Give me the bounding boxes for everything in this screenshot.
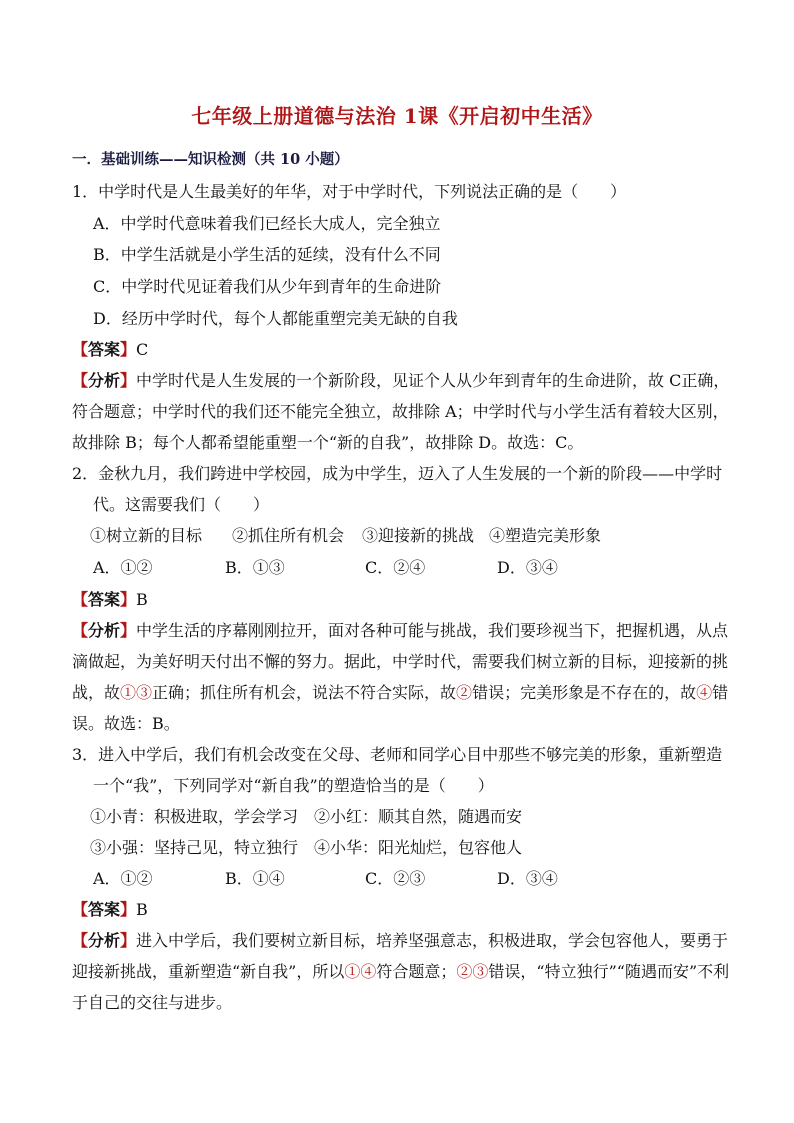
q3-analysis-2: 迎接新挑战，重新塑造“新自我”，所以①④符合题意；②③错误，“特立独行”“随遇而安”不利 bbox=[72, 962, 730, 981]
q3-answer bbox=[72, 900, 148, 920]
q3-analysis-3: 于自己的交往与进步。 bbox=[72, 993, 233, 1012]
q3-options bbox=[93, 869, 558, 889]
q2-option-d: D．③④ bbox=[497, 558, 558, 577]
q3-option-a: A．①② bbox=[93, 869, 153, 888]
q1-analysis-3: 故排除 B；每个人都希望能重塑一个“新的自我”，故排除 D。故选：C。 bbox=[72, 433, 584, 452]
section-heading: 一．基础训练——知识检测（共 10 小题） bbox=[72, 151, 349, 168]
q3-option-c: C．②③ bbox=[365, 869, 426, 888]
q3-items-line-2: ③小强：坚持己见，特立独行 ④小华：阳光灿烂，包容他人 bbox=[90, 838, 523, 857]
page-title: 七年级上册道德与法治 1课《开启初中生活》 bbox=[191, 104, 603, 128]
q3-analysis-1: 【分析】进入中学后，我们要树立新目标，培养坚强意志，积极进取，学会包容他人，要勇于 bbox=[72, 931, 729, 950]
q1-analysis-1: 【分析】中学时代是人生发展的一个新阶段，见证个人从少年到青年的生命进阶，故 C正确， bbox=[72, 371, 730, 390]
q3-stem-1: 3．进入中学后，我们有机会改变在父母、老师和同学心目中那些不够完美的形象，重新塑造 bbox=[72, 745, 723, 764]
q2-items bbox=[90, 526, 601, 546]
q2-analysis-3: 战，故①③正确；抓住所有机会，说法不符合实际，故②错误；完美形象是不存在的，故④错 bbox=[72, 683, 729, 702]
q1-option-c: C．中学时代见证着我们从少年到青年的生命进阶 bbox=[93, 277, 442, 296]
q2-option-c: C．②④ bbox=[365, 558, 426, 577]
q2-analysis-1: 【分析】中学生活的序幕刚刚拉开，面对各种可能与挑战，我们要珍视当下，把握机遇，从点 bbox=[72, 621, 729, 640]
q1-answer bbox=[72, 340, 148, 360]
answer-label: 【答案】 bbox=[72, 590, 137, 609]
q3-items-line-1: ①小青：积极进取，学会学习 ②小红：顺其自然，随遇而安 bbox=[90, 807, 523, 826]
q1-analysis-2: 符合题意；中学时代的我们还不能完全独立，故排除 A；中学时代与小学生活有着较大区别， bbox=[72, 402, 729, 421]
q1-answer-value: C bbox=[136, 340, 149, 359]
q3-answer-value: B bbox=[136, 900, 148, 919]
answer-label: 【答案】 bbox=[72, 900, 137, 919]
q1-option-d: D．经历中学时代，每个人都能重塑完美无缺的自我 bbox=[93, 309, 458, 328]
q1-stem: 1．中学时代是人生最美好的年华，对于中学时代，下列说法正确的是（ ） bbox=[72, 182, 627, 201]
q2-item-4: ④塑造完美形象 bbox=[489, 526, 602, 545]
q1-option-a: A．中学时代意味着我们已经长大成人，完全独立 bbox=[93, 214, 441, 233]
q2-option-b: B．①③ bbox=[225, 558, 285, 577]
q2-item-2: ②抓住所有机会 bbox=[232, 526, 345, 545]
q2-option-a: A．①② bbox=[93, 558, 153, 577]
q3-option-d: D．③④ bbox=[497, 869, 558, 888]
q2-stem-2: 代。这需要我们（ ） bbox=[93, 495, 270, 514]
q2-stem-1: 2．金秋九月，我们跨进中学校园，成为中学生，迈入了人生发展的一个新的阶段——中学时 bbox=[72, 464, 723, 483]
q2-answer-value: B bbox=[136, 590, 148, 609]
q2-item-3: ③迎接新的挑战 bbox=[362, 526, 475, 545]
answer-label: 【答案】 bbox=[72, 340, 137, 359]
q2-analysis-4: 误。故选：B。 bbox=[72, 714, 180, 733]
analysis-label: 【分析】 bbox=[72, 621, 137, 640]
q2-answer bbox=[72, 590, 148, 610]
q2-item-1: ①树立新的目标 bbox=[90, 526, 203, 545]
q2-options bbox=[93, 558, 558, 578]
q3-stem-2: 一个“我”，下列同学对“新自我”的塑造恰当的是（ ） bbox=[93, 776, 494, 795]
analysis-label: 【分析】 bbox=[72, 931, 137, 950]
q2-analysis-2: 滴做起，为美好明天付出不懈的努力。据此，中学时代，需要我们树立新的目标，迎接新的挑 bbox=[72, 652, 729, 671]
analysis-label: 【分析】 bbox=[72, 371, 137, 390]
q1-option-b: B．中学生活就是小学生活的延续，没有什么不同 bbox=[93, 245, 441, 264]
q3-option-b: B．①④ bbox=[225, 869, 285, 888]
